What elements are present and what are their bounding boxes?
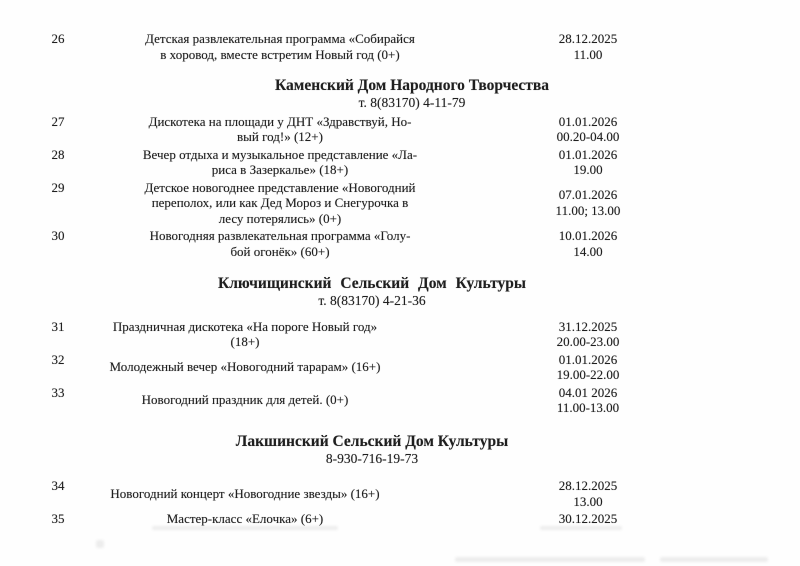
event-description [90,352,400,383]
row-number: 35 [51,511,65,526]
event-description-line: лесу потерялись» (0+) [218,210,342,226]
event-datetime [536,319,640,350]
event-date: 01.01.2026 [558,351,618,367]
table-row [0,180,800,227]
event-datetime [536,478,640,509]
scan-artifact [540,526,622,530]
event-datetime [536,180,640,227]
event-time: 11.00 [573,46,603,62]
event-time: 11.00; 13.00 [555,202,621,218]
event-time: 00.20-04.00 [556,129,620,144]
row-number: 34 [51,478,65,493]
table-row [0,114,800,145]
event-datetime [536,147,640,178]
event-description [100,180,460,227]
event-datetime [536,114,640,145]
event-date: 28.12.2025 [558,478,618,493]
event-description-line: Детская развлекательная программа «Собирайся [145,31,415,46]
section-header [162,76,662,111]
event-date: 28.12.2025 [558,31,618,46]
event-description [100,147,460,178]
table-row [0,511,800,527]
event-datetime [536,31,640,62]
event-time: 14.00 [573,243,603,259]
section-header [122,432,622,467]
scan-artifact [660,557,768,562]
event-time: 20.00-23.00 [556,334,620,349]
row-number: 27 [51,113,65,129]
event-date: 10.01.2026 [558,228,618,243]
event-description-line: вый год!» (12+) [237,129,323,144]
section-phone: т. 8(83170) 4-21-36 [318,293,426,308]
event-description [100,114,460,145]
event-description-line: Вечер отдыха и музыкальное представление «Ла- [142,146,418,162]
event-date: 30.12.2025 [558,511,618,526]
row-number: 28 [51,146,65,162]
table-row [0,147,800,178]
table-row [0,31,800,62]
row-number: 32 [51,351,65,367]
event-date: 01.01.2026 [558,113,618,129]
event-time: 19.00 [573,162,603,177]
event-description-line: Праздничная дискотека «На пороге Новый год» [112,318,378,334]
table-row [0,228,800,259]
event-date: 04.01 2026 [558,384,618,400]
table-row [0,352,800,383]
event-description-line: Новогодний праздник для детей. (0+) [141,392,349,408]
event-description-line: Новогодняя развлекательная программа «Голу- [149,228,411,243]
event-description-line: переполох, или как Дед Мороз и Снегурочка в [151,195,409,210]
event-description [100,228,460,259]
row-number: 29 [51,179,65,195]
event-description [90,319,400,350]
event-datetime [536,228,640,259]
event-time: 13.00 [573,493,603,509]
scan-artifact [152,526,338,530]
row-number: 26 [51,31,65,46]
table-row [0,319,800,350]
event-description [90,511,400,527]
section-phone: т. 8(83170) 4-11-79 [358,95,466,110]
scan-artifact [96,540,104,548]
row-number: 33 [51,384,65,400]
event-description-line: Новогодний концерт «Новогодние звезды» (16+) [110,485,380,501]
section-phone: 8-930-716-19-73 [325,450,419,466]
section-title: Лакшинский Сельский Дом Культуры [235,432,509,450]
event-datetime [536,385,640,416]
section-header [122,274,622,309]
event-description-line: бой огонёк» (60+) [230,243,330,259]
event-time: 19.00-22.00 [556,367,620,382]
table-row [0,478,800,509]
section-title: Каменский Дом Народного Творчества [274,77,550,94]
event-description-line: (18+) [230,334,260,349]
event-description-line: риса в Зазеркалье» (18+) [211,162,349,177]
event-description-line: Молодежный вечер «Новогодний тарарам» (16+) [109,359,381,375]
event-date: 01.01.2026 [558,146,618,162]
event-description [90,478,400,509]
event-description-line: Мастер-класс «Елочка» (6+) [166,511,324,526]
event-description [90,385,400,416]
event-description-line: Дискотека на площади у ДНТ «Здравствуй, Но- [148,113,412,129]
event-date: 07.01.2026 [558,187,618,203]
event-description-line: в хоровод, вместе встретим Новый год (0+) [160,46,400,62]
event-datetime [536,511,640,527]
row-number: 30 [51,228,65,243]
section-title: Ключищинский Сельский Дом Культуры [217,275,526,292]
event-description [100,31,460,62]
table-row [0,385,800,416]
event-description-line: Детское новогоднее представление «Новогодний [144,179,416,195]
event-time: 11.00-13.00 [556,400,620,415]
scan-artifact [455,557,645,562]
event-date: 31.12.2025 [558,318,618,334]
row-number: 31 [51,318,65,334]
event-datetime [536,352,640,383]
